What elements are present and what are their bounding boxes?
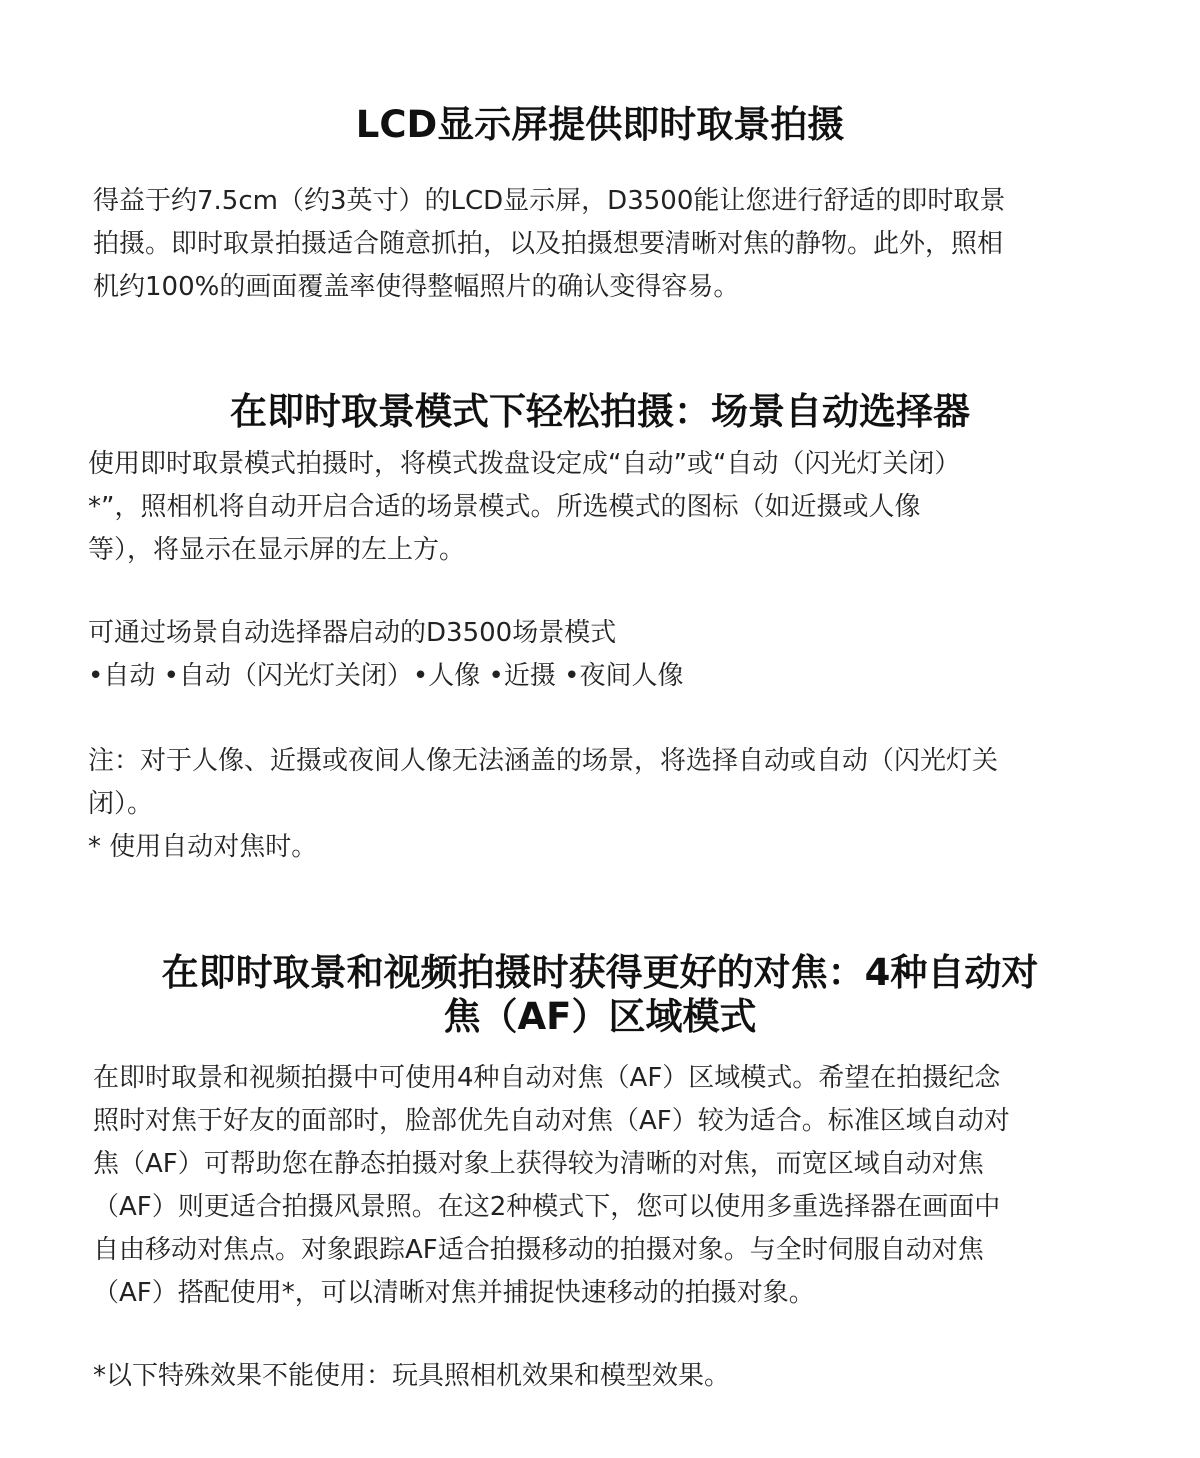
paragraph-line: 焦（AF）可帮助您在静态拍摄对象上获得较为清晰的对焦，而宽区域自动对焦 [93,1149,984,1179]
paragraph-line: *以下特殊效果不能使用：玩具照相机效果和模型效果。 [93,1361,731,1391]
heading-line: 在即时取景和视频拍摄时获得更好的对焦：4种自动对 [161,951,1039,994]
paragraph-line: 照时对焦于好友的面部时，脸部优先自动对焦（AF）较为适合。标准区域自动对 [93,1106,1010,1136]
paragraph-line: 闭）。 [88,789,154,819]
paragraph-line: 等），将显示在显示屏的左上方。 [88,535,466,565]
paragraph-scene-intro [88,443,960,572]
paragraph-af-description [93,1057,1010,1315]
paragraph-line: 机约100%的画面覆盖率使得整幅照片的确认变得容易。 [93,272,740,302]
paragraph-line: *”，照相机将自动开启合适的场景模式。所选模式的图标（如近摄或人像 [88,492,921,522]
paragraph-line: 在即时取景和视频拍摄中可使用4种自动对焦（AF）区域模式。希望在拍摄纪念 [93,1063,1001,1093]
section-heading-af-area [0,951,1200,1039]
footnote-special-effects [93,1355,730,1398]
paragraph-line: 得益于约7.5cm（约3英寸）的LCD显示屏，D3500能让您进行舒适的即时取景 [93,186,1006,216]
heading-line: 焦（AF）区域模式 [443,995,757,1038]
section-heading-scene-selector: 在即时取景模式下轻松拍摄：场景自动选择器 [230,390,970,433]
paragraph-line: 可通过场景自动选择器启动的D3500场景模式 [88,618,617,648]
paragraph-line: 使用即时取景模式拍摄时，将模式拨盘设定成“自动”或“自动（闪光灯关闭） [88,449,961,479]
scene-modes-list: •自动 •自动（闪光灯关闭）•人像 •近摄 •夜间人像 [88,661,684,691]
paragraph-scene-modes [88,612,683,698]
footnote: * 使用自动对焦时。 [88,832,318,862]
paragraph-line: 拍摄。即时取景拍摄适合随意抓拍，以及拍摄想要清晰对焦的静物。此外，照相 [93,229,1004,259]
paragraph-scene-note [88,740,998,869]
paragraph-line: （AF）搭配使用*，可以清晰对焦并捕捉快速移动的拍摄对象。 [93,1278,815,1308]
paragraph-line: 注：对于人像、近摄或夜间人像无法涵盖的场景，将选择自动或自动（闪光灯关 [88,746,999,776]
paragraph-line: 自由移动对焦点。对象跟踪AF适合拍摄移动的拍摄对象。与全时伺服自动对焦 [93,1235,984,1265]
paragraph-lcd-description [93,180,1005,309]
section-heading-lcd: LCD显示屏提供即时取景拍摄 [355,103,845,146]
paragraph-line: （AF）则更适合拍摄风景照。在这2种模式下，您可以使用多重选择器在画面中 [93,1192,1001,1222]
